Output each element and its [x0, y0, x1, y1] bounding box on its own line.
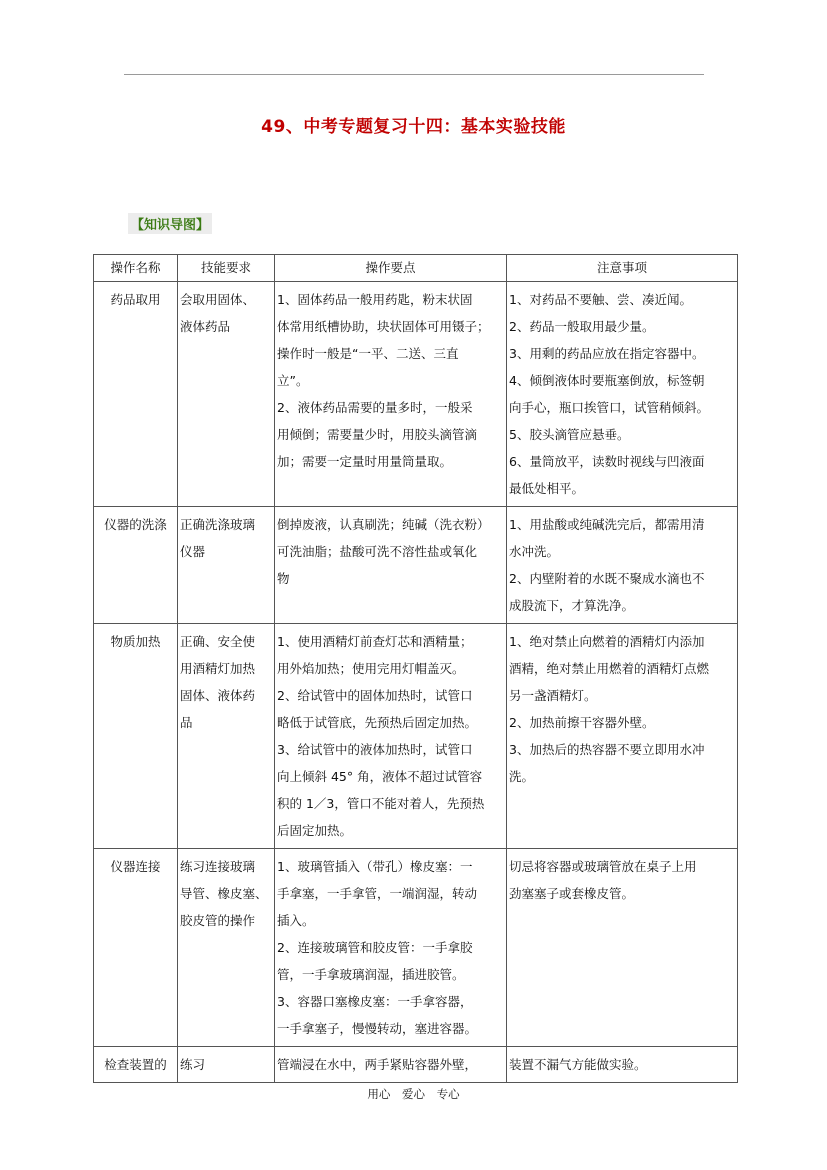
cell-line: 仪器 — [180, 544, 206, 559]
cell-line: 液体药品 — [180, 319, 231, 334]
cell-skill — [178, 1047, 275, 1083]
table-row — [94, 624, 738, 849]
section-label: 【知识导图】 — [128, 213, 212, 234]
cell-points — [275, 282, 507, 507]
cell-skill — [178, 282, 275, 507]
header-notes: 注意事项 — [507, 255, 738, 282]
cell-line: 向上倾斜 45° 角，液体不超过试管容 — [277, 769, 483, 784]
cell-points — [275, 849, 507, 1047]
cell-line: 正确、安全使 — [180, 634, 256, 649]
cell-notes — [507, 1047, 738, 1083]
cell-line: 一手拿塞子，慢慢转动，塞进容器。 — [277, 1021, 478, 1036]
header-rule — [124, 74, 704, 75]
table-row — [94, 282, 738, 507]
cell-line: 体常用纸槽协助，块状固体可用镊子； — [277, 319, 490, 334]
cell-line: 1、对药品不要触、尝、凑近闻。 — [509, 292, 692, 307]
table-row — [94, 1047, 738, 1083]
cell-operation-name: 物质加热 — [94, 624, 178, 849]
cell-operation-name: 药品取用 — [94, 282, 178, 507]
cell-line: 加；需要一定量时用量筒量取。 — [277, 454, 453, 469]
cell-line: 可洗油脂；盐酸可洗不溶性盐或氧化 — [277, 544, 478, 559]
cell-line: 切忌将容器或玻璃管放在桌子上用 — [509, 859, 697, 874]
table-row — [94, 507, 738, 624]
cell-line: 正确洗涤玻璃 — [180, 517, 256, 532]
cell-line: 后固定加热。 — [277, 823, 353, 838]
cell-line: 3、加热后的热容器不要立即用水冲 — [509, 742, 705, 757]
cell-line: 操作时一般是“一平、二送、三直 — [277, 346, 459, 361]
cell-points — [275, 624, 507, 849]
cell-line: 2、给试管中的固体加热时，试管口 — [277, 688, 473, 703]
cell-line: 劲塞塞子或套橡皮管。 — [509, 886, 635, 901]
cell-line: 手拿塞，一手拿管，一端润湿，转动 — [277, 886, 478, 901]
cell-line: 成股流下，才算洗净。 — [509, 598, 635, 613]
page-footer: 用心 爱心 专心 — [367, 1087, 460, 1101]
cell-line: 最低处相平。 — [509, 481, 585, 496]
cell-operation-name: 仪器连接 — [94, 849, 178, 1047]
cell-line: 向手心，瓶口挨管口，试管稍倾斜。 — [509, 400, 710, 415]
cell-line: 导管、橡皮塞、 — [180, 886, 268, 901]
cell-skill — [178, 624, 275, 849]
cell-line: 物 — [277, 571, 290, 586]
cell-skill — [178, 507, 275, 624]
cell-line: 酒精，绝对禁止用燃着的酒精灯点燃 — [509, 661, 710, 676]
cell-line: 水冲洗。 — [509, 544, 560, 559]
cell-line: 3、用剩的药品应放在指定容器中。 — [509, 346, 705, 361]
cell-line: 用酒精灯加热 — [180, 661, 256, 676]
cell-line: 2、内壁附着的水既不聚成水滴也不 — [509, 571, 705, 586]
cell-operation-name: 检查装置的 — [94, 1047, 178, 1083]
cell-line: 会取用固体、 — [180, 292, 256, 307]
cell-points — [275, 1047, 507, 1083]
cell-line: 另一盏酒精灯。 — [509, 688, 597, 703]
cell-line: 3、容器口塞橡皮塞：一手拿容器， — [277, 994, 473, 1009]
cell-line: 3、给试管中的液体加热时，试管口 — [277, 742, 473, 757]
cell-notes — [507, 282, 738, 507]
cell-line: 练习连接玻璃 — [180, 859, 256, 874]
cell-line: 1、绝对禁止向燃着的酒精灯内添加 — [509, 634, 705, 649]
page-title: 49、中考专题复习十四：基本实验技能 — [261, 117, 566, 137]
cell-line: 用外焰加热；使用完用灯帽盖灭。 — [277, 661, 465, 676]
cell-line: 固体、液体药 — [180, 688, 256, 703]
cell-skill — [178, 849, 275, 1047]
cell-line: 1、玻璃管插入（带孔）橡皮塞：一 — [277, 859, 473, 874]
cell-line: 胶皮管的操作 — [180, 913, 256, 928]
cell-line: 略低于试管底，先预热后固定加热。 — [277, 715, 478, 730]
cell-notes — [507, 624, 738, 849]
cell-line: 管端浸在水中，两手紧贴容器外壁， — [277, 1057, 478, 1072]
cell-line: 积的 1／3，管口不能对着人，先预热 — [277, 796, 485, 811]
cell-line: 4、倾倒液体时要瓶塞倒放，标签朝 — [509, 373, 705, 388]
cell-notes — [507, 849, 738, 1047]
header-points: 操作要点 — [275, 255, 507, 282]
cell-line: 练习 — [180, 1057, 206, 1072]
cell-line: 插入。 — [277, 913, 315, 928]
skills-table — [93, 254, 738, 1083]
cell-line: 1、用盐酸或纯碱洗完后，都需用清 — [509, 517, 705, 532]
header-skill: 技能要求 — [178, 255, 275, 282]
cell-line: 2、液体药品需要的量多时，一般采 — [277, 400, 473, 415]
cell-line: 立”。 — [277, 373, 309, 388]
cell-line: 装置不漏气方能做实验。 — [509, 1057, 647, 1072]
table-header-row — [94, 255, 738, 282]
cell-line: 6、量筒放平，读数时视线与凹液面 — [509, 454, 705, 469]
cell-line: 1、使用酒精灯前查灯芯和酒精量； — [277, 634, 473, 649]
cell-line: 品 — [180, 715, 193, 730]
cell-line: 5、胶头滴管应悬垂。 — [509, 427, 630, 442]
cell-line: 用倾倒；需要量少时，用胶头滴管滴 — [277, 427, 478, 442]
cell-line: 2、药品一般取用最少量。 — [509, 319, 655, 334]
cell-line: 管，一手拿玻璃润湿，插进胶管。 — [277, 967, 465, 982]
cell-operation-name: 仪器的洗涤 — [94, 507, 178, 624]
cell-line: 2、连接玻璃管和胶皮管：一手拿胶 — [277, 940, 473, 955]
cell-line: 1、固体药品一般用药匙，粉末状固 — [277, 292, 473, 307]
cell-line: 倒掉废液，认真刷洗；纯碱（洗衣粉） — [277, 517, 490, 532]
cell-line: 洗。 — [509, 769, 535, 784]
table-row — [94, 849, 738, 1047]
cell-points — [275, 507, 507, 624]
cell-notes — [507, 507, 738, 624]
header-name: 操作名称 — [94, 255, 178, 282]
cell-line: 2、加热前擦干容器外壁。 — [509, 715, 655, 730]
